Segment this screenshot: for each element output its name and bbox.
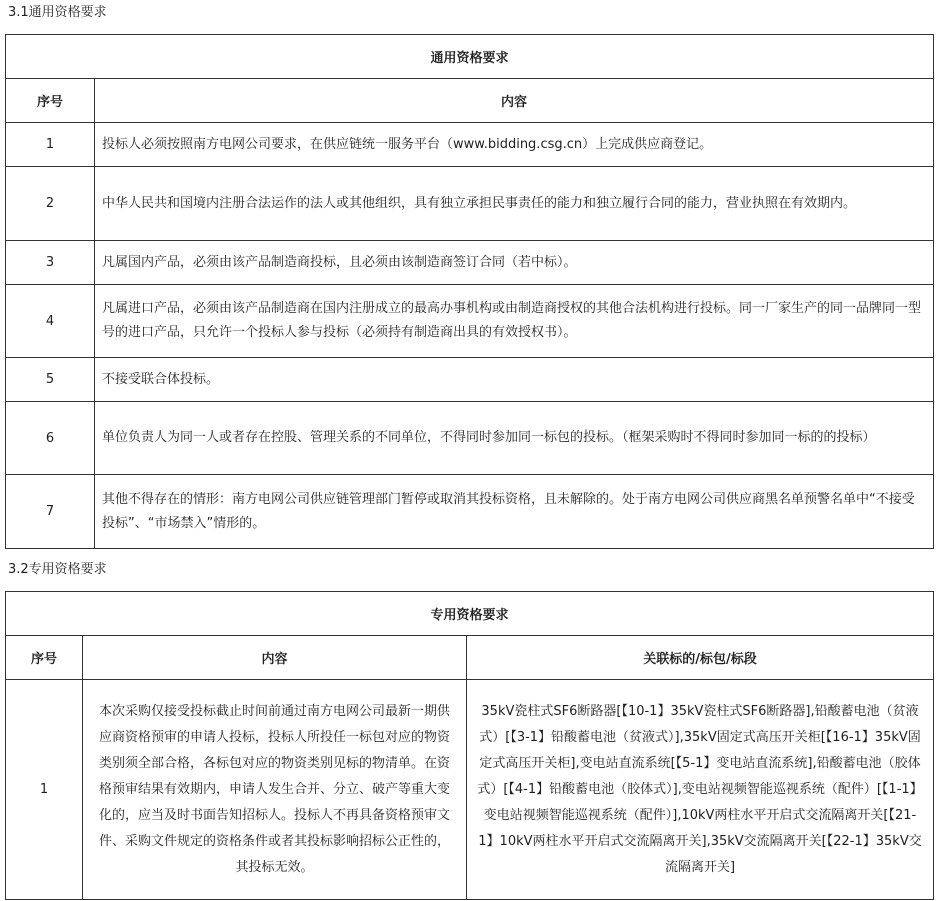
header-related: 关联标的/标包/标段 xyxy=(467,636,934,680)
table-header-row xyxy=(6,636,934,680)
row-content: 本次采购仅接受投标截止时间前通过南方电网公司最新一期供应商资格预审的申请人投标，投标人所投任一标包对应的物资类别须全部合格，各标包对应的物资类别见标的物清单。在资格预审结果有效期内，申请人发生合并、分立、破产等重大变化的，应当及时书面告知招标人。投标人不再具备资格预审文件、采购文件规定的资格条件或者其投标影响招标公正性的，其投标无效。 xyxy=(83,680,467,900)
row-related: 35kV瓷柱式SF6断路器[【10-1】35kV瓷柱式SF6断路器],铅酸蓄电池（贫液式）[【3-1】铅酸蓄电池（贫液式）],35kV固定式高压开关柜[【16-1】35kV固定式高压开关柜],变电站直流系统[【5-1】变电站直流系统],铅酸蓄电池（胶体式）[【4-1】铅酸蓄电池（胶体式）],变电站视频智能巡视系统（配件）[【1-1】变电站视频智能巡视系统（配件）],10kV两柱水平开启式交流隔离开关[【21-1】10kV两柱水平开启式交流隔离开关],35kV交流隔离开关[【22-1】35kV交流隔离开关] xyxy=(467,680,934,900)
row-no: 6 xyxy=(6,402,95,475)
table-row xyxy=(6,123,934,167)
row-no: 2 xyxy=(6,167,95,241)
table-title: 专用资格要求 xyxy=(6,592,934,636)
section2-title: 3.2专用资格要求 xyxy=(8,562,107,577)
table-row xyxy=(6,402,934,475)
special-requirements-table xyxy=(5,591,934,900)
row-content: 凡属国内产品，必须由该产品制造商投标，且必须由该制造商签订合同（若中标）。 xyxy=(95,241,934,285)
table-title-row xyxy=(6,592,934,636)
table-row xyxy=(6,475,934,549)
table-title: 通用资格要求 xyxy=(6,35,934,79)
header-no: 序号 xyxy=(6,79,95,123)
row-content: 其他不得存在的情形：南方电网公司供应链管理部门暂停或取消其投标资格，且未解除的。处于南方电网公司供应商黑名单预警名单中“不接受投标”、“市场禁入”情形的。 xyxy=(95,475,934,549)
table-row xyxy=(6,167,934,241)
row-no: 1 xyxy=(6,680,83,900)
row-no: 5 xyxy=(6,358,95,402)
header-content: 内容 xyxy=(95,79,934,123)
row-content: 不接受联合体投标。 xyxy=(95,358,934,402)
table-row xyxy=(6,285,934,358)
table-row xyxy=(6,680,934,900)
table-row xyxy=(6,241,934,285)
row-no: 3 xyxy=(6,241,95,285)
general-requirements-table xyxy=(5,34,934,549)
header-no: 序号 xyxy=(6,636,83,680)
table-row xyxy=(6,358,934,402)
row-content: 凡属进口产品，必须由该产品制造商在国内注册成立的最高办事机构或由制造商授权的其他合法机构进行投标。同一厂家生产的同一品牌同一型号的进口产品，只允许一个投标人参与投标（必须持有制造商出具的有效授权书）。 xyxy=(95,285,934,358)
row-no: 1 xyxy=(6,123,95,167)
row-content: 中华人民共和国境内注册合法运作的法人或其他组织，具有独立承担民事责任的能力和独立履行合同的能力，营业执照在有效期内。 xyxy=(95,167,934,241)
table-title-row xyxy=(6,35,934,79)
row-no: 4 xyxy=(6,285,95,358)
row-content: 单位负责人为同一人或者存在控股、管理关系的不同单位，不得同时参加同一标包的投标。（框架采购时不得同时参加同一标的的投标） xyxy=(95,402,934,475)
row-no: 7 xyxy=(6,475,95,549)
table-header-row xyxy=(6,79,934,123)
row-content: 投标人必须按照南方电网公司要求，在供应链统一服务平台（www.bidding.csg.cn）上完成供应商登记。 xyxy=(95,123,934,167)
section1-title: 3.1通用资格要求 xyxy=(8,5,107,20)
header-content: 内容 xyxy=(83,636,467,680)
